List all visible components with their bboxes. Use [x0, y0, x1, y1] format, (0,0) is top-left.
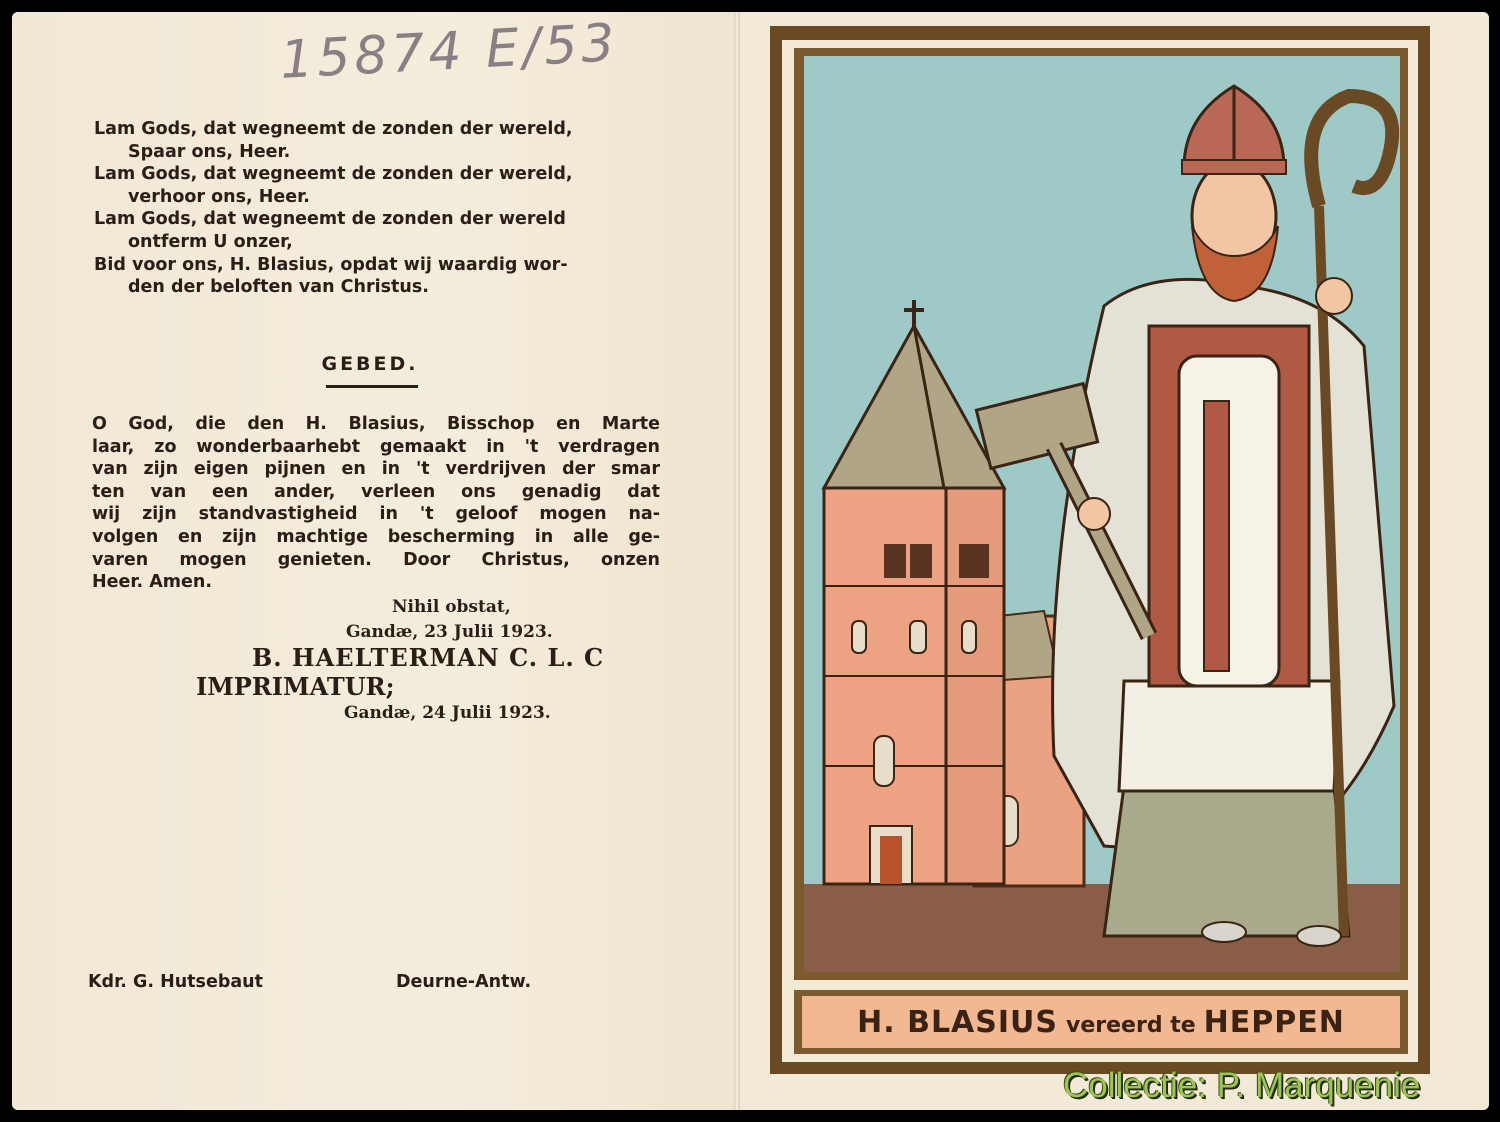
litany-line: Lam Gods, dat wegneemt de zonden der wereld [94, 209, 566, 230]
caption-middle: vereerd te [1066, 1012, 1196, 1038]
nihil-obstat: Nihil obstat, [392, 597, 511, 617]
illustration-svg [804, 56, 1400, 972]
litany-line: ontferm U onzer, [128, 231, 293, 252]
litany-line: den der beloften van Christus. [128, 277, 429, 298]
gebed-text [92, 413, 660, 594]
litany-line: Lam Gods, dat wegneemt de zonden der wereld, [94, 119, 573, 139]
collection-watermark: Collectie: P. Marquenie [1063, 1066, 1421, 1105]
gebed-heading: GEBED. [321, 353, 419, 375]
gebed-line: wij zijn standvastigheid in 't geloof mogen na- [92, 504, 660, 525]
printer-name: Kdr. G. Hutsebaut [88, 972, 263, 992]
caption-place: HEPPEN [1203, 1004, 1345, 1040]
imprimatur: IMPRIMATUR; [196, 672, 395, 701]
saint-illustration [804, 56, 1400, 972]
gebed-line: van zijn eigen pijnen en in 't verdrijven der smar [92, 459, 660, 480]
approval-date-1: Gandæ, 23 Julii 1923. [346, 622, 553, 642]
archive-mark: 15874 E/53 [278, 13, 620, 91]
picture-caption [802, 996, 1400, 1048]
litany-line: Lam Gods, dat wegneemt de zonden der wereld, [94, 164, 573, 185]
litany-line: Bid voor ons, H. Blasius, opdat wij waardig wor- [94, 254, 568, 275]
heading-underline [326, 385, 418, 388]
litany-line: verhoor ons, Heer. [128, 186, 310, 207]
gebed-line: laar, zo wonderbaarhebt gemaakt in 't verdragen [92, 436, 660, 457]
gebed-line: O God, die den H. Blasius, Bisschop en Marte [92, 414, 660, 434]
gebed-line: Heer. Amen. [92, 572, 213, 593]
gebed-line: volgen en zijn machtige bescherming in alle ge- [92, 526, 660, 547]
gebed-line: varen mogen genieten. Door Christus, onzen [92, 549, 660, 570]
printer-place: Deurne-Antw. [396, 972, 532, 992]
caption-saint: H. BLASIUS [857, 1004, 1059, 1040]
litany-text [94, 118, 684, 299]
tower-roof [824, 326, 1004, 488]
crozier-hook [1311, 96, 1392, 206]
saint-robe [1104, 786, 1349, 936]
gebed-line: ten van een ander, verleen ons genadig dat [92, 481, 660, 502]
approval-date-2: Gandæ, 24 Julii 1923. [344, 703, 551, 723]
censor-name: B. HAELTERMAN C. L. C [252, 643, 605, 672]
litany-line: Spaar ons, Heer. [128, 141, 291, 162]
